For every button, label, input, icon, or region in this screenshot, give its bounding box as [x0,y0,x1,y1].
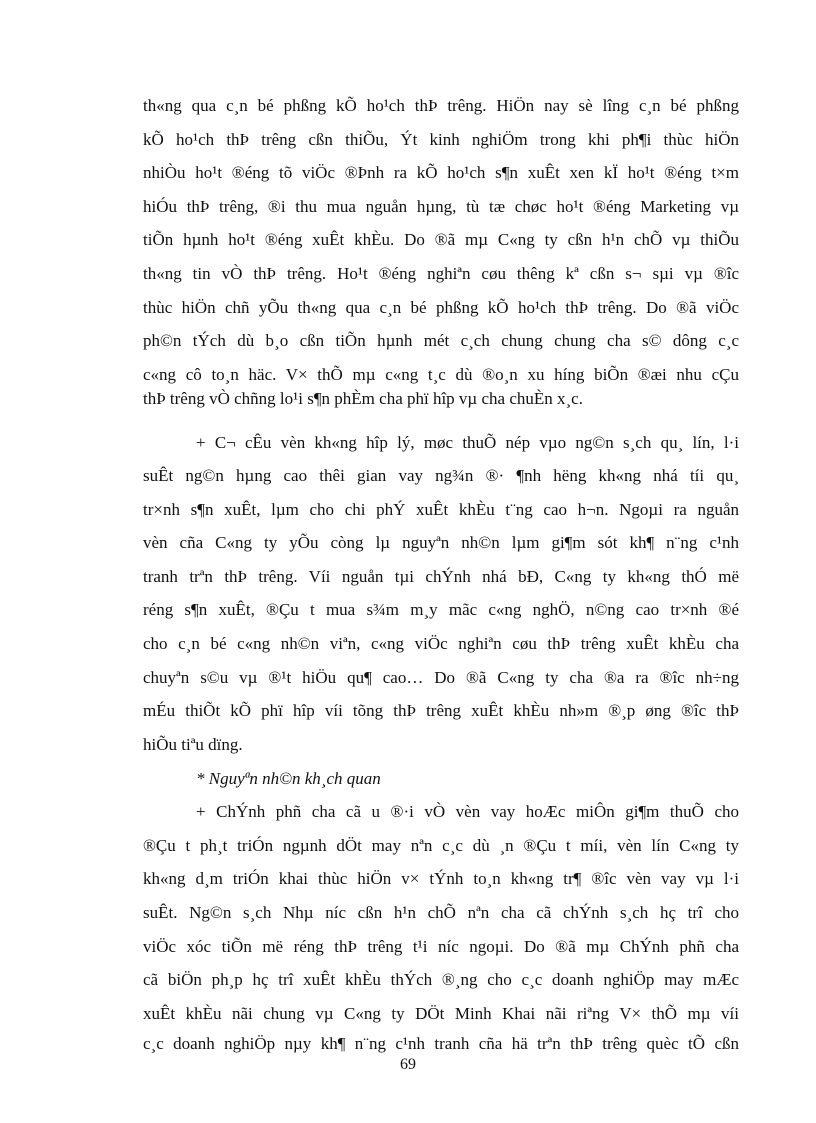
text-line: c«ng cô to¸n häc. V× thÕ mµ c«ng t¸c dù ®o¸n xu híng biÕn ®æi nhu cÇu [143,365,739,384]
text-line: kÕ ho¹ch thÞ trêng cßn thiÕu, Ýt kinh nghiÖm trong khi ph¶i thùc hiÖn [143,130,739,149]
text-line: ®Çu t ph¸t triÓn ngµnh dÖt may nªn c¸c dù ¸n ®Çu t míi, vèn lín C«ng ty [143,836,739,855]
text-line: c¸c doanh nghiÖp nµy kh¶ n¨ng c¹nh tranh cña hä trªn thÞ trêng quèc tÕ cßn [143,1034,739,1053]
text-line: th«ng tin vÒ thÞ trêng. Ho¹t ®éng nghiªn cøu thêng kª cßn s¬ sµi vµ ®îc [143,264,739,283]
text-line: xuÊt khÈu nãi chung vµ C«ng ty DÖt Minh Khai nãi riªng V× thÕ mµ víi [143,1004,739,1023]
text-line: + ChÝnh phñ cha cã u ®·i vÒ vèn vay hoÆc miÔn gi¶m thuÕ cho [196,802,739,821]
text-line: chuyªn s©u vµ ®¹t hiÖu qu¶ cao… Do ®ã C«ng ty cha ®a ra ®îc nh÷ng [143,668,739,687]
text-line: hiÕu tiªu dïng. [143,735,243,754]
text-line: + C¬ cÊu vèn kh«ng hîp lý, møc thuÕ nép vµo ng©n s¸ch qu¸ lín, l·i [196,433,739,452]
section-heading: * Nguyªn nh©n kh¸ch quan [196,769,381,788]
text-line: réng s¶n xuÊt, ®Çu t mua s¾m m¸y mãc c«ng nghÖ, n©ng cao tr×nh ®é [143,600,739,619]
text-line: ph©n tÝch dù b¸o cßn tiÕn hµnh mét c¸ch chung chung cha s© dông c¸c [143,331,739,350]
text-line: mÉu thiÕt kÕ phï hîp víi tõng thÞ trêng xuÊt khÈu nh»m ®¸p øng ®îc thÞ [143,701,739,720]
text-line: tranh trªn thÞ trêng. Víi nguån tµi chÝnh nhá bÐ, C«ng ty kh«ng thÓ më [143,567,739,586]
text-line: nhiÒu ho¹t ®éng tõ viÖc ®Þnh ra kÕ ho¹ch s¶n xuÊt xen kÏ ho¹t ®éng t×m [143,163,739,182]
text-line: tr×nh s¶n xuÊt, lµm cho chi phÝ xuÊt khÈu t¨ng cao h¬n. Ngoµi ra nguån [143,500,739,519]
text-line: suÊt ng©n hµng cao thêi gian vay ng¾n ®· ¶nh hëng kh«ng nhá tíi qu¸ [143,466,739,485]
text-line: suÊt. Ng©n s¸ch Nhµ níc cßn h¹n chÕ nªn cha cã chÝnh s¸ch hç trî cho [143,903,739,922]
page-number: 69 [400,1056,416,1073]
text-line: hiÓu thÞ trêng, ®i thu mua nguån hµng, tù tæ chøc ho¹t ®éng Marketing vµ [143,197,739,216]
text-line: thùc hiÖn chñ yÕu th«ng qua c¸n bé phßng kÕ ho¹ch thÞ trêng. Do ®ã viÖc [143,298,739,317]
text-line: cho c¸n bé c«ng nh©n viªn, c«ng viÖc nghiªn cøu thÞ trêng xuÊt khÈu cha [143,634,739,653]
text-line: cã biÖn ph¸p hç trî xuÊt khÈu thÝch ®¸ng cho c¸c doanh nghiÖp may mÆc [143,970,739,989]
text-line: tiÕn hµnh ho¹t ®éng xuÊt khÈu. Do ®ã mµ C«ng ty cßn h¹n chÕ vµ thiÕu [143,230,739,249]
text-line: viÖc xóc tiÕn më réng thÞ trêng t¹i níc ngoµi. Do ®ã mµ ChÝnh phñ cha [143,937,739,956]
text-line: kh«ng d¸m triÓn khai thùc hiÖn v× tÝnh to¸n kh«ng tr¶ ®îc vèn vay vµ l·i [143,869,739,888]
text-line: th«ng qua c¸n bé phßng kÕ ho¹ch thÞ trêng. HiÖn nay sè lîng c¸n bé phßng [143,96,739,115]
text-line: vèn cña C«ng ty yÕu còng lµ nguyªn nh©n lµm gi¶m sót kh¶ n¨ng c¹nh [143,533,739,552]
text-line: thÞ trêng vÒ chñng lo¹i s¶n phÈm cha phï hîp vµ cha chuÈn x¸c. [143,389,583,408]
